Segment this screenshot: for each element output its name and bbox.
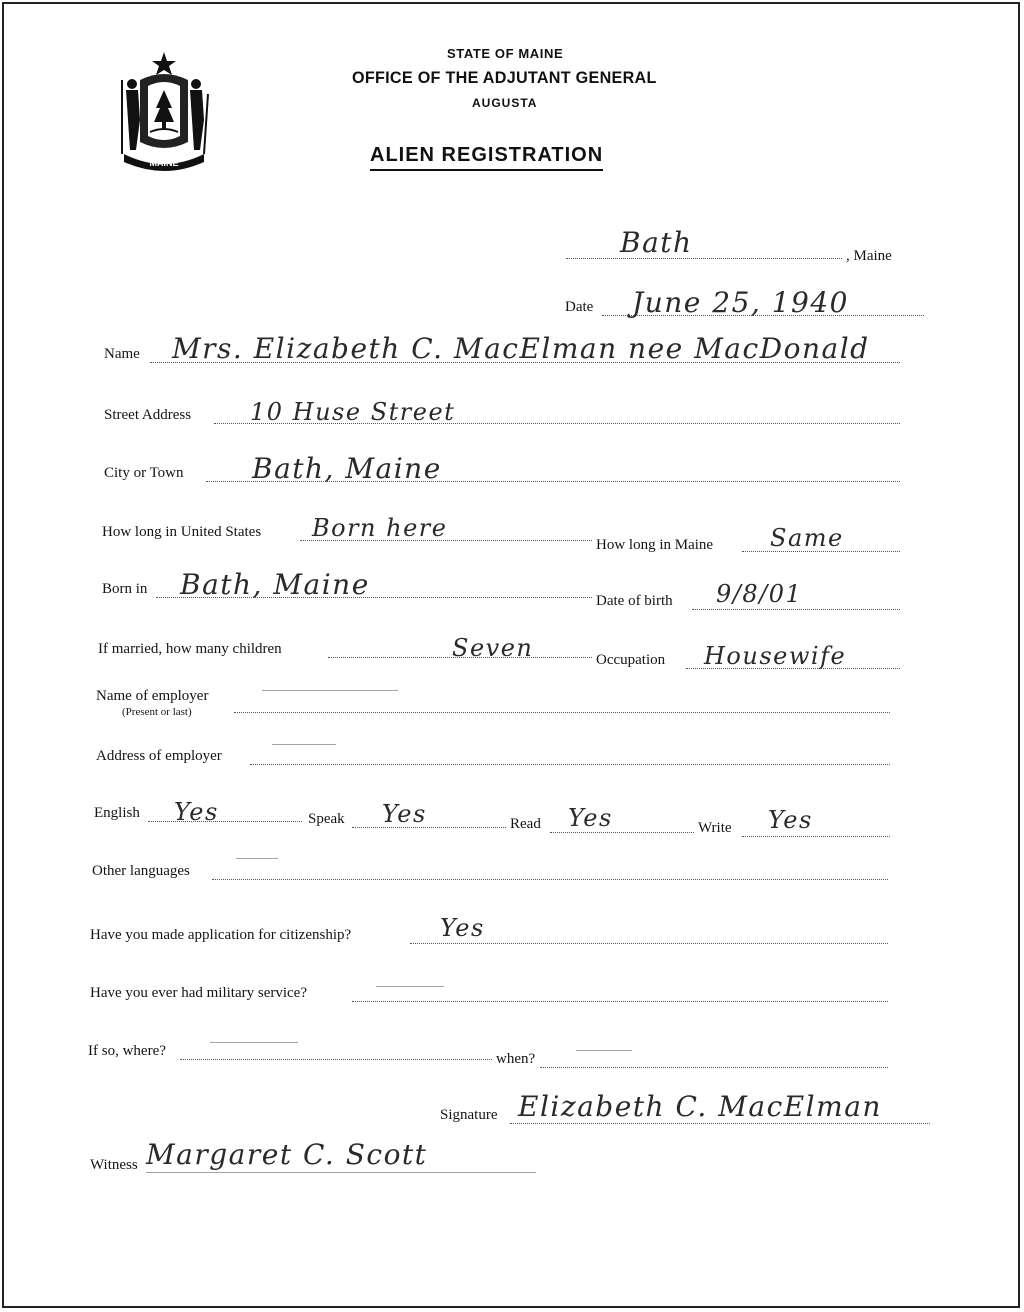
occupation-label: Occupation (596, 652, 666, 668)
city-label: City or Town (104, 465, 184, 481)
other-languages-pen-stroke (236, 858, 278, 859)
english-label: English (94, 805, 140, 821)
form-title: ALIEN REGISTRATION (370, 144, 603, 171)
street-value: 10 Huse Street (250, 398, 456, 426)
how-long-us-value: Born here (312, 514, 448, 542)
where-label: If so, where? (88, 1043, 166, 1059)
employer-line (234, 712, 890, 713)
city-value: Bath, Maine (252, 452, 442, 485)
employer-address-pen-stroke (272, 744, 336, 745)
born-in-value: Bath, Maine (180, 568, 370, 601)
where-line (180, 1059, 492, 1060)
where-pen-stroke (210, 1042, 298, 1043)
street-label: Street Address (104, 407, 192, 423)
citizenship-value: Yes (440, 914, 485, 942)
name-label: Name (104, 346, 140, 362)
speak-value: Yes (382, 800, 427, 828)
place-line (566, 258, 842, 259)
occupation-value: Housewife (704, 642, 847, 670)
seal-banner-text: MAINE (149, 158, 179, 168)
witness-value: Margaret C. Scott (146, 1138, 428, 1171)
write-label: Write (698, 820, 732, 836)
speak-line (352, 827, 506, 828)
witness-label: Witness (90, 1157, 138, 1173)
military-pen-stroke (376, 986, 444, 987)
write-value: Yes (768, 806, 813, 834)
military-label: Have you ever had military service? (90, 985, 307, 1001)
when-line (540, 1067, 888, 1068)
when-pen-stroke (576, 1050, 632, 1051)
place-value: Bath (620, 226, 693, 259)
how-long-maine-label: How long in Maine (596, 537, 714, 553)
military-line (352, 1001, 888, 1002)
children-value: Seven (452, 634, 534, 662)
speak-label: Speak (308, 811, 345, 827)
citizenship-line (410, 943, 888, 944)
witness-pen-stroke (146, 1172, 536, 1173)
read-value: Yes (568, 804, 613, 832)
dob-value: 9/8/01 (716, 580, 803, 608)
employer-label: Name of employer (96, 688, 209, 704)
citizenship-label: Have you made application for citizenship? (90, 927, 352, 943)
date-value: June 25, 1940 (632, 286, 849, 319)
write-line (742, 836, 890, 837)
dob-line (692, 609, 900, 610)
dob-label: Date of birth (596, 593, 673, 609)
signature-label: Signature (440, 1107, 498, 1123)
employer-sublabel: (Present or last) (122, 706, 192, 718)
signature-value: Elizabeth C. MacElman (518, 1090, 882, 1123)
read-line (550, 832, 694, 833)
english-line (148, 821, 302, 822)
children-label: If married, how many children (98, 641, 282, 657)
when-label: when? (496, 1051, 536, 1067)
office-heading: OFFICE OF THE ADJUTANT GENERAL (352, 68, 657, 87)
city-heading: AUGUSTA (472, 96, 538, 110)
other-languages-label: Other languages (92, 863, 190, 879)
other-languages-line (212, 879, 888, 880)
employer-address-label: Address of employer (96, 748, 222, 764)
born-in-label: Born in (102, 581, 148, 597)
date-label: Date (565, 299, 594, 315)
maine-seal-icon (110, 50, 218, 176)
employer-address-line (250, 764, 890, 765)
state-heading: STATE OF MAINE (447, 46, 564, 61)
employer-pen-stroke (262, 690, 398, 691)
name-value: Mrs. Elizabeth C. MacElman nee MacDonald (172, 332, 870, 365)
how-long-us-label: How long in United States (102, 524, 262, 540)
signature-line (510, 1123, 930, 1124)
english-value: Yes (174, 798, 219, 826)
place-suffix: , Maine (846, 248, 892, 264)
read-label: Read (510, 816, 541, 832)
how-long-maine-value: Same (770, 524, 844, 552)
